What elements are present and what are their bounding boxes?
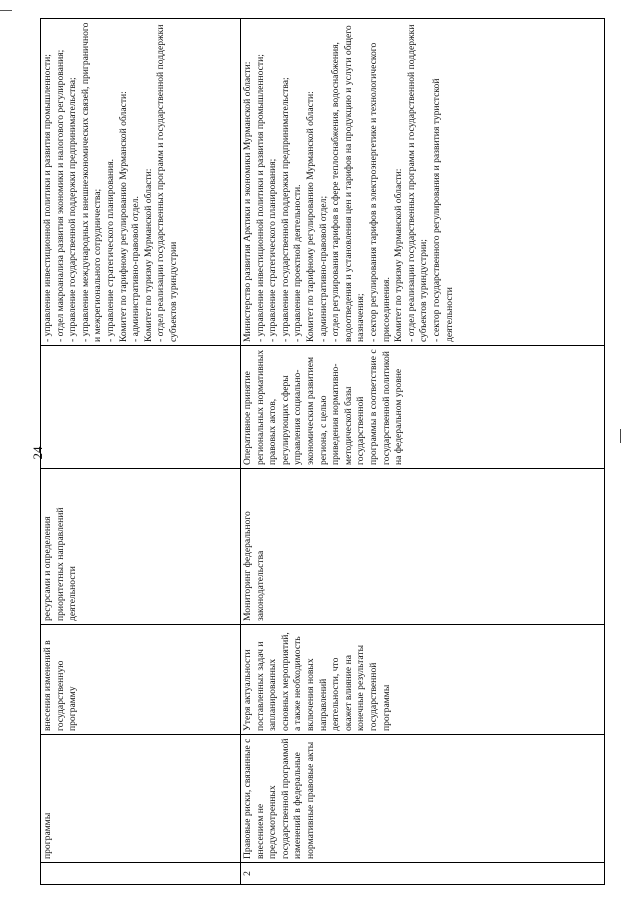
cell-responsible	[41, 19, 241, 346]
table-row	[41, 19, 241, 885]
cell-measures-text: ресурсами и определения приоритетных направлений деятельности	[42, 507, 79, 621]
cell-risk	[241, 735, 605, 863]
cell-number-text: 2	[242, 871, 253, 876]
cell-causes	[241, 625, 605, 735]
cell-causes	[41, 625, 241, 735]
cell-goal	[241, 346, 605, 469]
cell-causes-text: Утеря актуальности поставленных задач и запланированных основных мероприятий, а также необходимость включения новых направлений деятельности, что окажет влияние на конечные результаты государственной программы	[242, 632, 392, 731]
cell-responsible-text: Министерство развития Арктики и экономики Мурманской области: - управление инвестиционной политики и развития промышленности; - управление стратегического планирования; - управление государственной поддержки предпринимательства; - управление проектной деятельности. Комитет по тарифному регулированию Мурманской области: - административно-правовой отдел; - отдел регулирования тарифов в сфере теплоснабжения, водоснабжения, водоотведения и установления цен и тарифов на продукцию и услуги общего назначения; - сектор регулирования тарифов в электроэнергетике и технологического присоединения. Комитет по туризму Мурманской области: - отдел реализации государственных программ и государственной поддержки субъектов туриндустрии; - сектор государственного регулирования и развития туристской деятельности	[242, 24, 455, 342]
risk-table	[40, 18, 605, 885]
cell-causes-text: внесения изменений в государственную программу	[42, 640, 79, 731]
cell-number	[41, 863, 241, 885]
cell-goal	[41, 346, 241, 469]
cell-goal-text: Оперативное принятие региональных нормативных правовых актов, регулирующих сферы управления социально-экономическим развитием региона, с целью приведения нормативно-методической базы государственной программы в соответствие с государственной политикой на федеральном уровне	[242, 349, 405, 465]
cell-measures	[41, 469, 241, 625]
cell-responsible-text: - управление инвестиционной политики и развития промышленности; - отдел макроанализа развития экономики и налогового регулирования; - управление государственной поддержки предпринимательства; - управление международных и внешнеэкономических связей, приграничного и межрегионального сотрудничества; - управление стратегического планирования. Комитет по тарифному регулированию Мурманской области: - административно-правовой отдел. Комитет по туризму Мурманской области: - отдел реализации государственных программ и государственной поддержки субъектов туриндустрии	[42, 22, 179, 342]
cell-number	[241, 863, 605, 885]
table-row	[241, 19, 605, 885]
cell-measures	[241, 469, 605, 625]
cell-risk-text: программы	[42, 812, 53, 859]
cell-risk	[41, 735, 241, 863]
cell-risk-text: Правовые риски, связанные с внесением не предусмотренных государственной программой изменений в федеральные нормативные правовые акты	[242, 738, 316, 859]
bottom-tick-mark	[620, 429, 621, 443]
page-edge-mark	[0, 10, 12, 11]
cell-responsible	[241, 19, 605, 346]
cell-measures-text: Мониторинг федерального законодательства	[242, 511, 266, 621]
page-number: 24	[30, 446, 45, 460]
